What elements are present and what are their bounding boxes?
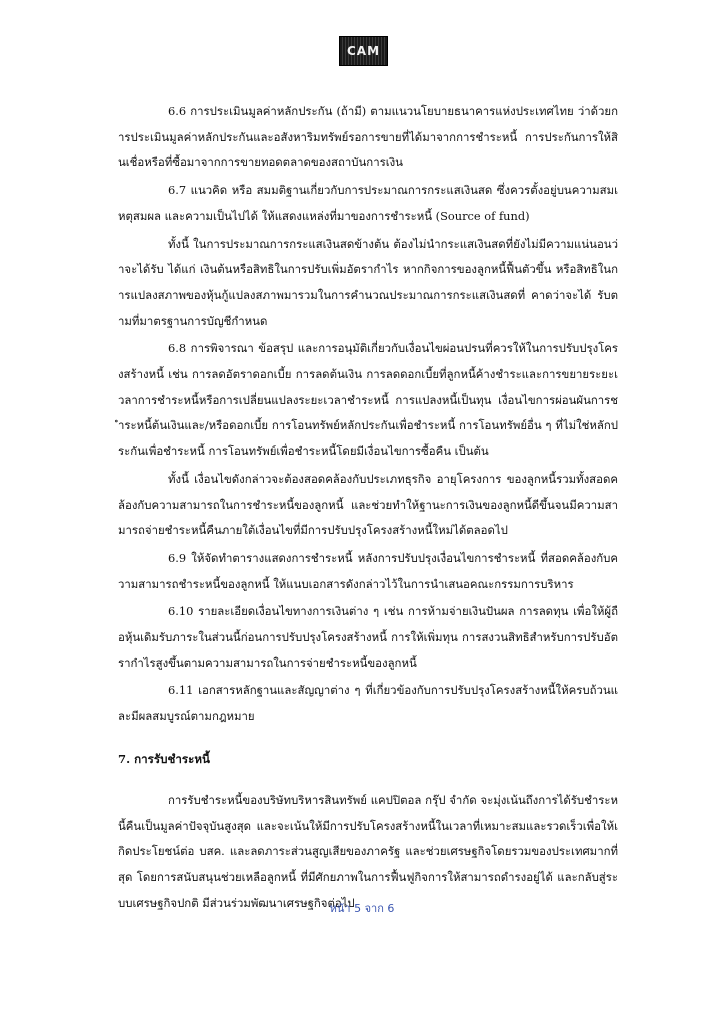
paragraph-6-7: 6.7 แนวคิด หรือ สมมติฐานเกี่ยวกับการประมาณการกระแสเงินสด ซึ่งควรตั้งอยู่บนความสมเหตุสมผล และความเป็นไปได้ ให้แสดงแหล่งที่มาของการชำระหนี้ (Source of fund) bbox=[118, 183, 618, 223]
paragraph-6-8-note: ทั้งนี้ เงื่อนไขดังกล่าวจะต้องสอดคล้องกับประเภทธุรกิจ อายุโครงการ ของลูกหนี้รวมทั้งสอดคล้องกับความสามารถในการชำระหนี้ของลูกหนี้ และช่วยทำให้ฐานะการเงินของลูกหนี้ดีขึ้นจนมีความสามารถจ่ายชำระหนี้คืนภายใต้เงื่อนไขที่มีการปรับปรุงโครงสร้างหนี้ใหม่ได้ตลอดไป bbox=[118, 471, 618, 538]
paragraph-6-11: 6.11 เอกสารหลักฐานและสัญญาต่าง ๆ ที่เกี่ยวข้องกับการปรับปรุงโครงสร้างหนี้ให้ครบถ้วนและมีผลสมบูรณ์ตามกฎหมาย bbox=[118, 683, 618, 724]
section-7-heading: 7. การรับชำระหนี้ bbox=[118, 751, 210, 766]
document-body bbox=[118, 99, 618, 918]
company-logo bbox=[339, 36, 388, 66]
paragraph-6-6: 6.6 การประเมินมูลค่าหลักประกัน (ถ้ามี) ตามแนวนโยบายธนาคารแห่งประเทศไทย ว่าด้วยการประเมินมูลค่าหลักประกันและอสังหาริมทรัพย์รอการขายที่ได้มาจากการชำระหนี้ การประกันการให้สินเชื่อหรือที่ซื้อมาจากการขายทอดตลาดของสถาบันการเงิน bbox=[118, 104, 618, 170]
page-number: หน้า 5 จาก 6 bbox=[329, 902, 395, 915]
paragraph-6-9: 6.9 ให้จัดทำตารางแสดงการชำระหนี้ หลังการปรับปรุงเงื่อนไขการชำระหนี้ ที่สอดคล้องกับความสามารถชำระหนี้ของลูกหนี้ ให้แนบเอกสารดังกล่าวไว้ในการนำเสนอคณะกรรมการบริหาร bbox=[118, 550, 618, 591]
paragraph-6-10: 6.10 รายละเอียดเงื่อนไขทางการเงินต่าง ๆ เช่น การห้ามจ่ายเงินปันผล การลดทุน เพื่อให้ผู้ถือหุ้นเดิมรับภาระในส่วนนี้ก่อนการปรับปรุงโครงสร้างหนี้ การให้เพิ่มทุน การสงวนสิทธิสำหรับการปรับอัตรากำไรสูงขึ้นตามความสามารถในการจ่ายชำระหนี้ของลูกหนี้ bbox=[118, 604, 618, 670]
paragraph-6-8: 6.8 การพิจารณา ข้อสรุป และการอนุมัติเกี่ยวกับเงื่อนไขผ่อนปรนที่ควรให้ในการปรับปรุงโครงสร้างหนี้ เช่น การลดอัตราดอกเบี้ย การลดต้นเงิน การลดดอกเบี้ยที่ลูกหนี้ค้างชำระและการขยายระยะเวลาการชำระหนี้หรือการเปลี่ยนแปลงระยะเวลาชำระหนี้ การแปลงหนี้เป็นทุน เงื่อนไขการผ่อนผันการชำระหนี้ต้นเงินและ/หรือดอกเบี้ย การโอนทรัพย์หลักประกันเพื่อชำระหนี้ การโอนทรัพย์อื่น ๆ ที่ไม่ใช่หลักประกันเพื่อชำระหนี้ การโอนทรัพย์เพื่อชำระหนี้โดยมีเงื่อนไขการซื้อคืน เป็นต้น bbox=[118, 341, 618, 459]
section-7-body: การรับชำระหนี้ของบริษัทบริหารสินทรัพย์ แคปปิตอล กรุ๊ป จำกัด จะมุ่งเน้นถึงการได้รับชำระหนี้คืนเป็นมูลค่าปัจจุบันสูงสุด และจะเน้นให้มีการปรับโครงสร้างหนี้ในเวลาที่เหมาะสมและรวดเร็วเพื่อให้เกิดประโยชน์ต่อ บสค. และลดภาระส่วนสูญเสียของภาครัฐ และช่วยเศรษฐกิจโดยรวมของประเทศมากที่สุด โดยการสนับสนุนช่วยเหลือลูกหนี้ ที่มีศักยภาพในการฟื้นฟูกิจการให้สามารถดำรงอยู่ได้ และกลับสู่ระบบเศรษฐกิจปกติ มีส่วนร่วมพัฒนาเศรษฐกิจต่อไป bbox=[118, 792, 618, 910]
paragraph-6-7-note: ทั้งนี้ ในการประมาณการกระแสเงินสดข้างต้น ต้องไม่นำกระแสเงินสดที่ยังไม่มีความแน่นอนว่าจะได้รับ ได้แก่ เงินต้นหรือสิทธิในการปรับเพิ่มอัตรากำไร หากกิจการของลูกหนี้ฟื้นตัวขึ้น หรือสิทธิในการแปลงสภาพของหุ้นกู้แปลงสภาพมารวมในการคำนวณประมาณการกระแสเงินสดที่ คาดว่าจะได้ รับตามที่มาตรฐานการบัญชีกำหนด bbox=[118, 236, 618, 328]
logo-text: CAM bbox=[346, 44, 381, 58]
